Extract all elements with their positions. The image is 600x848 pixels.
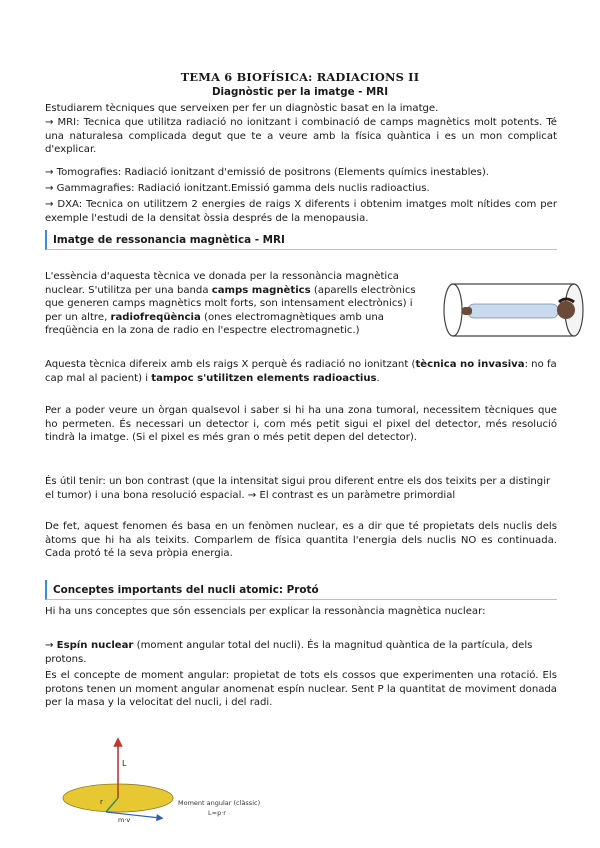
section-heading-mri: Imatge de ressonancia magnètica - MRI — [45, 230, 557, 250]
label-L: L — [122, 759, 127, 768]
page-subtitle: Diagnòstic per la imatge - MRI — [211, 86, 389, 98]
mri-paragraph-2: Aquesta tècnica difereix amb els raigs X perquè és radiació no ionitzant (tècnica no invasiva: no fa cap mal al pacient) i tampoc s'utilitzen elements radioactius. — [45, 359, 557, 384]
intro-paragraph: Estudiarem tècniques que serveixen per fer un diagnòstic basat en la imatge. — [45, 103, 439, 114]
figure-caption-2: L=p·r — [208, 809, 226, 817]
bullet-gammagrafies: → Gammagrafies: Radiació ionitzant.Emissió gamma dels nuclis radioactius. — [45, 183, 430, 194]
mri-paragraph-4: És útil tenir: un bon contrast (que la intensitat sigui prou diferent entre els dos teixits per a distingir el tumor) i una bona resolució espacial. → El contrast es un paràmetre primordial — [45, 476, 551, 501]
label-mv: m·v — [118, 816, 131, 824]
label-r: r — [100, 798, 103, 806]
figure-caption-1: Moment angular (clàssic) — [178, 799, 261, 807]
page-title: TEMA 6 BIOFÍSICA: RADIACIONS II — [180, 70, 420, 84]
proto-paragraph-3: Es el concepte de moment angular: propietat de tots els cossos que experimenten una rotació. Els protons tenen un moment angular anomenat espín nuclear. Sent P la quantitat de moviment donada per la masa y la velocitat del nucli, i del radi. — [45, 670, 557, 709]
patient-figure — [462, 299, 575, 319]
section-heading-proto: Conceptes importants del nucli atomic: Protó — [45, 580, 557, 600]
proto-paragraph-1: Hi ha uns conceptes que són essencials per explicar la ressonància magnètica nuclear: — [45, 606, 486, 617]
bullet-dxa: → DXA: Tecnica on utilitzem 2 energies de raigs X diferents i obtenim imatges molt nítides com per exemple l'estudi de la densitat òssia després de la menopausia. — [45, 199, 557, 224]
proto-paragraph-2: → Espín nuclear (moment angular total del nucli). És la magnitud quàntica de la partícula, dels protons. — [45, 640, 533, 665]
mri-paragraph-5: De fet, aquest fenomen és basa en un fenòmen nuclear, es a dir que té propietats dels nuclis dels àtoms que hi ha als teixits. Comparlem de física quantita l'energia dels nuclis NO es continuada. Cada protó té la seva pròpia energia. — [45, 521, 557, 560]
mri-paragraph-3: Per a poder veure un òrgan qualsevol i saber si hi ha una zona tumoral, necessitem tècniques que ho permeten. És necessari un detector i, com més petit sigui el pixel del detector, més resolució tindrà la imatge. (Si el pixel es més gran o més petit depen del detector). — [45, 405, 557, 444]
velocity-arrow — [106, 812, 160, 818]
mri-paragraph-1: L'essència d'aquesta tècnica ve donada per la ressonància magnètica nuclear. S'utilitza per una banda camps magnètics (aparells electrònics que generen camps magnètics molt forts, son intensament electrònics) i per un altre, radiofreqüència (ones electromagnètiques amb una freqüència en la zona de radio en l'espectre electromagnetic.) — [45, 271, 416, 337]
angular-momentum-figure — [60, 728, 290, 840]
mri-scanner-illustration — [440, 280, 590, 340]
bullet-tomografies: → Tomografies: Radiació ionitzant d'emissió de positrons (Elements químics inestables). — [45, 167, 490, 178]
bullet-mri: → MRI: Tecnica que utilitza radiació no ionitzant i combinació de camps magnètics molt potents. Té una naturalesa complicada degut que te a veure amb la física quàntica i es un mon complicat d'explicar. — [45, 117, 557, 156]
